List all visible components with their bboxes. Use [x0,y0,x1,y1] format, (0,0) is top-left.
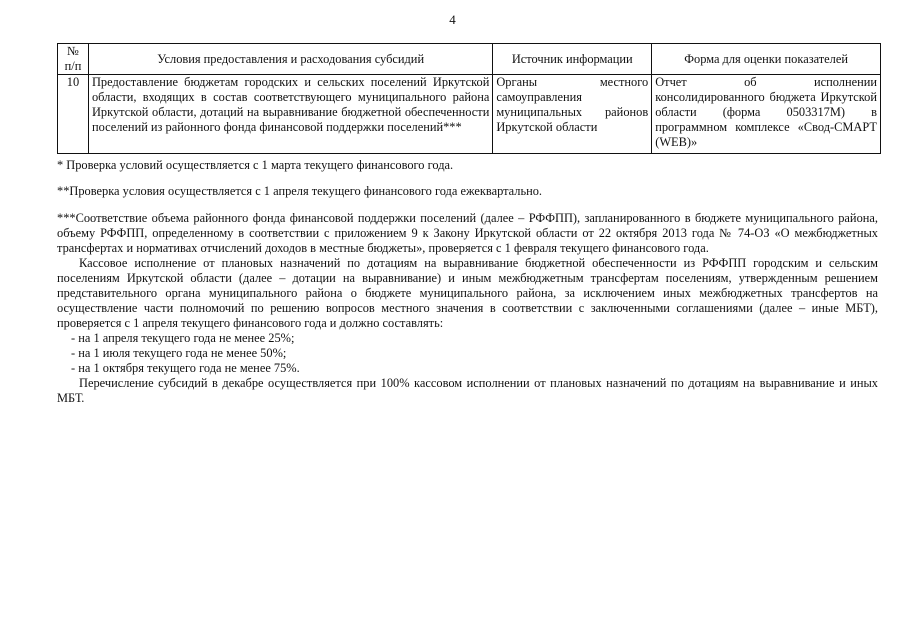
footnote-3-paragraph-2: Кассовое исполнение от плановых назначений по дотациям на выравнивание бюджетной обеспеченности из РФФПП городским и сельским поселениям Иркутской области (далее – дотации на выравнивание) и иным межбюджетным трансфертам поселениям, утвержденным решением представительного органа муниципального района о бюджете муниципального района, за исключением иных межбюджетных трансфертов на осуществление части полномочий по решению вопросов местного значения в соответствии с заключенными соглашениями (далее – иные МБТ), проверяется с 1 апреля текущего финансового года и должно составлять: [57,256,878,330]
header-conditions: Условия предоставления и расходования субсидий [88,44,492,75]
list-item: - на 1 апреля текущего года не менее 25%; [71,331,295,345]
footnote-2-text: **Проверка условия осуществляется с 1 апреля текущего финансового года ежеквартально. [57,184,543,198]
footnote-1 [57,158,878,173]
row-number: 10 [58,75,89,154]
footnote-2 [57,184,878,199]
table-header-row [58,44,881,75]
list-item: - на 1 октября текущего года не менее 75%. [71,361,300,375]
page-number: 4 [449,12,456,27]
table-row [58,75,881,154]
header-source: Источник информации [493,44,652,75]
footnote-3-paragraph-3: Перечисление субсидий в декабре осуществляется при 100% кассовом исполнении от плановых назначений по дотациям на выравнивание и иных МБТ. [57,376,878,405]
row-form: Отчет об исполнении консолидированного бюджета Иркутской области (форма 0503317М) в программном комплексе «Свод-СМАРТ (WEB)» [652,75,881,154]
row-condition: Предоставление бюджетам городских и сельских поселений Иркутской области, входящих в состав соответствующего муниципального района Иркутской области, дотаций на выравнивание бюджетной обеспеченности поселений из районного фонда финансовой поддержки поселений*** [88,75,492,154]
row-source: Органы местного самоуправления муниципальных районов Иркутской области [493,75,652,154]
footnote-3 [57,211,878,406]
header-number: № п/п [58,44,89,75]
footnote-1-text: * Проверка условий осуществляется с 1 марта текущего финансового года. [57,158,454,172]
header-form: Форма для оценки показателей [652,44,881,75]
list-item: - на 1 июля текущего года не менее 50%; [71,346,287,360]
subsidy-conditions-table [57,43,881,154]
footnote-3-paragraph-1: ***Соответствие объема районного фонда финансовой поддержки поселений (далее – РФФПП), запланированного в бюджете муниципального района, объему РФФПП, определенному в соответствии с приложением 9 к Закону Иркутской области от 22 октября 2013 года № 74-ОЗ «О межбюджетных трансфертах и нормативах отчислений доходов в местные бюджеты», проверяется с 1 февраля текущего финансового года. [57,211,878,255]
